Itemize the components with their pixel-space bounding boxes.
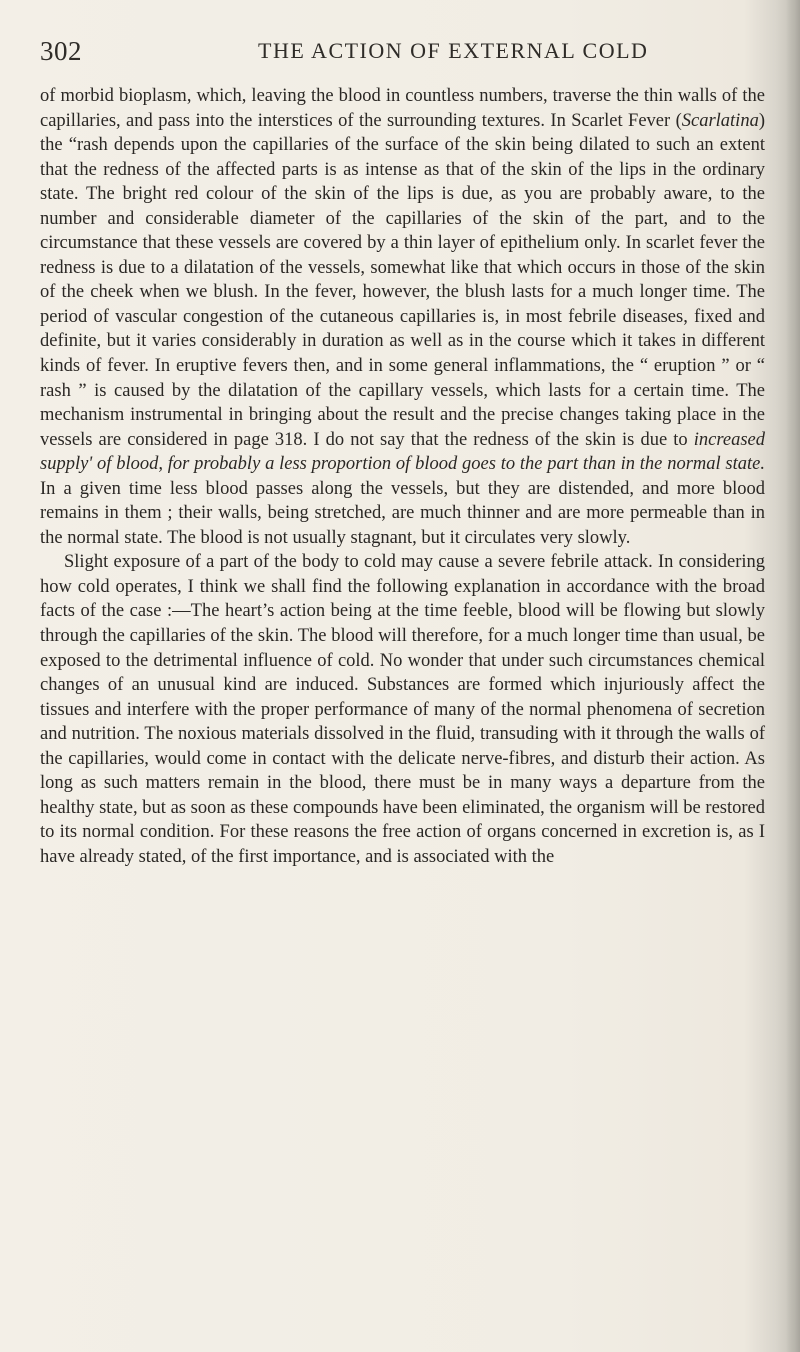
body-text (40, 84, 765, 870)
page-number: 302 (40, 36, 82, 66)
paragraph-2: Slight exposure of a part of the body to cold may cause a severe febrile attack. In considering how cold operates, I think we shall find the following explanation in accordance with the broad facts of the case :—The heart’s action being at the time feeble, blood will be flowing but slowly through the capillaries of the skin. The blood will therefore, for a much longer time than usual, be exposed to the detrimental influence of cold. No wonder that under such circumstances chemical changes of an unusual kind are induced. Substances are formed which injuriously affect the tissues and interfere with the proper performance of many of the normal phenomena of secretion and nutrition. The noxious materials dissolved in the fluid, transuding with it through the walls of the capillaries, would come in contact with the delicate nerve-fibres, and disturb their action. As long as such matters remain in the blood, there must be in many ways a departure from the healthy state, but as soon as these compounds have been eliminated, the organism will be restored to its normal condition. For these reasons the free action of organs concerned in excretion is, as I have already stated, of the first importance, and is associated with the (40, 552, 765, 867)
paragraph-1-text-a: of morbid bioplasm, which, leaving the blood in countless numbers, traverse the thin walls of the capillaries, and pass into the interstices of the surrounding textures. In Scarlet Fever ( (40, 86, 765, 131)
page-edge-shadow (786, 0, 800, 1352)
running-head (40, 36, 764, 76)
running-title: THE ACTION OF EXTERNAL COLD (258, 38, 649, 63)
paragraph-1-italic-scarlatina: Scarlatina (681, 110, 759, 131)
paragraph-1-text-e: In a given time less blood passes along the vessels, but they are distended, and more blood remains in them ; their walls, being stretched, are much thinner and are more permeable than in the normal state. The blood is not usually stagnant, but it circulates very slowly. (40, 478, 765, 548)
paragraph-1-italic-phrase: increased supply' of blood, for probably a less proportion of blood goes to the part than in the normal state. (40, 429, 765, 475)
paragraph-1 (40, 84, 765, 550)
paragraph-1-text-c: ) the “rash depends upon the capillaries of the surface of the skin being dilated to such an extent that the redness of the affected parts is as intense as that of the skin of the lips in the ordinary state. The bright red colour of the skin of the lips is due, as you are probably aware, to the number and considerable diameter of the capillaries of the skin of the part, and to the circumstance that these vessels are covered by a thin layer of epithelium only. In scarlet fever the redness is due to a dilatation of the vessels, somewhat like that which occurs in those of the skin of the cheek when we blush. In the fever, however, the blush lasts for a much longer time. The period of vascular congestion of the cutaneous capillaries is, in most febrile diseases, fixed and definite, but it varies considerably in duration as well as in the course which it takes in different kinds of fever. In eruptive fevers then, and in some general inflammations, the “ eruption ” or “ rash ” is caused by the dilatation of the capillary vessels, which lasts for a certain time. The mechanism instrumental in bringing about the result and the precise changes taking place in the vessels are considered in page 318. I do not say that the redness of the skin is due to (40, 110, 765, 450)
